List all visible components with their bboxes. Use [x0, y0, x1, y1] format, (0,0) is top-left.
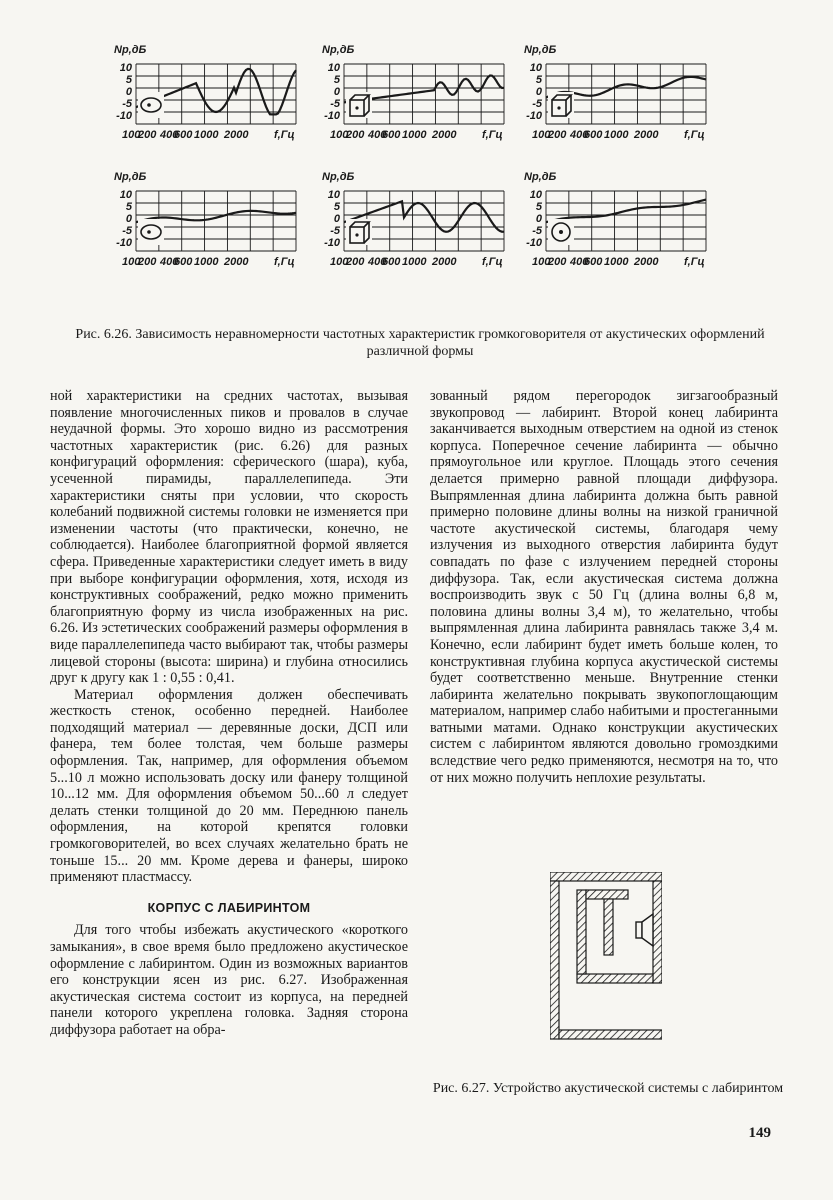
figure-6-26-caption: Рис. 6.26. Зависимость неравномерности частотных характеристик громкоговорителя от акустических оформлений различной формы [75, 327, 765, 359]
x-tick-label: 400 [570, 256, 589, 268]
y-tick-label: -10 [526, 110, 542, 122]
labyrinth-wall [550, 881, 559, 1039]
y-tick-label: 10 [119, 189, 132, 201]
x-tick-label: 600 [174, 129, 193, 141]
y-tick-label: -10 [324, 110, 340, 122]
labyrinth-wall [604, 899, 613, 955]
y-axis-label: Np,дБ [524, 171, 557, 183]
x-tick-label: 2000 [224, 129, 249, 141]
labyrinth-wall [559, 1030, 662, 1039]
y-tick-label: 0 [333, 213, 340, 225]
x-tick-label: 2000 [224, 256, 249, 268]
cylinder-icon [138, 219, 164, 245]
y-tick-label: -10 [116, 237, 132, 249]
x-tick-label: 200 [138, 129, 157, 141]
y-tick-label: -5 [122, 225, 132, 237]
y-tick-label: 0 [535, 86, 542, 98]
y-tick-label: -5 [532, 98, 542, 110]
x-tick-label: 2000 [634, 256, 659, 268]
x-tick-label: 100 [122, 256, 141, 268]
y-tick-label: -5 [330, 98, 340, 110]
y-tick-label: 5 [535, 74, 542, 86]
pyramid-icon [548, 92, 574, 118]
x-tick-label: 200 [346, 129, 365, 141]
y-tick-label: 5 [535, 201, 542, 213]
x-tick-label: 1000 [194, 129, 219, 141]
y-tick-label: 0 [333, 86, 340, 98]
y-tick-label: -10 [116, 110, 132, 122]
x-tick-label: 400 [368, 129, 387, 141]
y-tick-label: 5 [125, 201, 132, 213]
labyrinth-wall [577, 974, 653, 983]
cylinder-icon [138, 92, 164, 118]
x-tick-label: 1000 [402, 256, 427, 268]
labyrinth-wall [653, 881, 662, 983]
x-tick-label: 1000 [194, 256, 219, 268]
x-tick-label: 2000 [432, 256, 457, 268]
x-tick-label: 100 [122, 129, 141, 141]
right-paragraph-1: зованный рядом перегородок зигзагообразный звукопровод — лабиринт. Второй конец лабиринта заканчивается выходным отверстием на одной из стенок корпуса. Поперечное сечение лабиринта — обычно прямоугольное или круглое. Площадь этого сечения делается примерно равной площади диффузора. Выпрямленная длина лабиринта должна быть равной примерно половине длины волны на низкой граничной частоте акустической системы, благодаря чему излучения из выходного отверстия лабиринта будут совпадать по фазе с излучением передней стороны диффузора. Так, если акустическая система должна воспроизводить звук с 50 Гц (длина волны 6,8 м, половина длины волны 3,4 м), то желательно, чтобы выпрямленная длина лабиринта равнялась также 3,4 м. Конечно, если лабиринт будет иметь больше колен, то конструктивная глубина корпуса акустической системы будет соответственно меньше. Внутренние стенки лабиринта желательно покрывать звукопоглощающим материалом, например слабо набитыми и простеганными ватными матами. Однако конструкции акустических систем с лабиринтом являются довольно громоздкими вследствие чего редко применяются, несмотря на то, что от них можно получить неплохие результаты. [430, 388, 778, 786]
y-tick-label: -5 [330, 225, 340, 237]
x-tick-label: 2000 [634, 129, 659, 141]
section-heading: КОРПУС С ЛАБИРИНТОМ [147, 900, 311, 915]
y-tick-label: -5 [532, 225, 542, 237]
x-tick-label: 600 [174, 256, 193, 268]
x-tick-label: 400 [368, 256, 387, 268]
y-tick-label: -10 [526, 237, 542, 249]
frequency-graph [100, 171, 310, 285]
y-tick-label: 10 [529, 189, 542, 201]
x-axis-label: f,Гц [482, 129, 503, 141]
figure-6-27-labyrinth [550, 872, 662, 1050]
y-axis-label: Np,дБ [322, 171, 355, 183]
frequency-graph [510, 44, 720, 158]
labyrinth-wall [550, 872, 662, 881]
x-tick-label: 2000 [432, 129, 457, 141]
frequency-graph [100, 44, 310, 158]
y-tick-label: 5 [333, 74, 340, 86]
figure-6-27-caption: Рис. 6.27. Устройство акустической системы с лабиринтом [432, 1081, 784, 1096]
left-paragraph-3: Для того чтобы избежать акустического «короткого замыкания», в свое время было предложено акустическое оформление с лабиринтом. Один из возможных вариантов его конструкции ясен из рис. 6.27. Изображенная акустическая система состоит из корпуса, на передней панели которого укреплена головка. Задняя сторона диффузора работает на обра- [50, 922, 408, 1038]
y-tick-label: 0 [125, 213, 132, 225]
y-tick-label: 5 [333, 201, 340, 213]
x-tick-label: 100 [330, 256, 349, 268]
x-tick-label: 400 [160, 256, 179, 268]
y-tick-label: 10 [529, 62, 542, 74]
parallelepiped-icon [346, 219, 372, 245]
page-number: 149 [748, 1125, 771, 1141]
y-tick-label: 10 [327, 189, 340, 201]
x-tick-label: 600 [382, 256, 401, 268]
x-axis-label: f,Гц [274, 129, 295, 141]
labyrinth-wall [586, 890, 628, 899]
frequency-graph [510, 171, 720, 285]
left-paragraph-1: ной характеристики на средних частотах, вызывая появление многочисленных пиков и провалов в случае неудачной формы. Это хорошо видно из рассмотрения частотных характеристик (рис. 6.26) для разных конфигураций оформления: сферического (шара), куба, усеченной пирамиды, параллелепипеда. Эти характеристики сняты при условии, что скорость колебаний подвижной системы головки не изменяется при изменении частоты (что практически, конечно, не соблюдается). Наиболее благоприятной формой является сфера. Приведенные характеристики следует иметь в виду при выборе конфигурации оформления, хотя, исходя из конструктивных соображений, редко можно применить благоприятную форму из числа изображенных на рис. 6.26. Из эстетических соображений размеры оформления в виде параллелепипеда часто выбирают так, чтобы размеры лицевой стороны (высота: ширина) и глубина относились друг к другу как 1 : 0,55 : 0,41. [50, 388, 408, 687]
y-tick-label: 0 [125, 86, 132, 98]
x-tick-label: 200 [548, 256, 567, 268]
x-tick-label: 100 [532, 256, 551, 268]
x-axis-label: f,Гц [482, 256, 503, 268]
x-tick-label: 400 [570, 129, 589, 141]
x-axis-label: f,Гц [684, 256, 705, 268]
sphere-icon [548, 219, 574, 245]
y-axis-label: Np,дБ [322, 44, 355, 56]
y-tick-label: -5 [122, 98, 132, 110]
y-tick-label: 10 [119, 62, 132, 74]
right-column [430, 388, 778, 786]
frequency-graph [308, 171, 518, 285]
y-axis-label: Np,дБ [524, 44, 557, 56]
speaker-driver [636, 914, 653, 946]
frequency-graph [308, 44, 518, 158]
x-axis-label: f,Гц [274, 256, 295, 268]
x-tick-label: 100 [330, 129, 349, 141]
left-column [50, 388, 408, 1039]
x-tick-label: 200 [548, 129, 567, 141]
y-axis-label: Np,дБ [114, 171, 147, 183]
y-tick-label: 0 [535, 213, 542, 225]
labyrinth-wall [577, 890, 586, 974]
left-paragraph-2: Материал оформления должен обеспечивать жесткость стенок, особенно передней. Наиболее подходящий материал — деревянные доски, ДСП или фанера, тем более толстая, чем больше размеры оформления. Так, например, для оформления объемом 5...10 л можно использовать доску или фанеру толщиной 10...12 мм. Для оформления объемом 50...60 л следует делать стенки толщиной до 20 мм. Переднюю панель оформления, на которой крепятся головки громкоговорителей, во всех случаях желательно брать не тоньше 15... 20 мм. Кроме дерева и фанеры, широко применяют пластмассу. [50, 686, 408, 886]
x-tick-label: 200 [346, 256, 365, 268]
x-tick-label: 400 [160, 129, 179, 141]
y-tick-label: -10 [324, 237, 340, 249]
x-tick-label: 1000 [604, 129, 629, 141]
x-tick-label: 600 [584, 129, 603, 141]
x-axis-label: f,Гц [684, 129, 705, 141]
x-tick-label: 1000 [604, 256, 629, 268]
x-tick-label: 600 [382, 129, 401, 141]
y-tick-label: 10 [327, 62, 340, 74]
y-tick-label: 5 [125, 74, 132, 86]
y-axis-label: Np,дБ [114, 44, 147, 56]
x-tick-label: 200 [138, 256, 157, 268]
x-tick-label: 1000 [402, 129, 427, 141]
x-tick-label: 100 [532, 129, 551, 141]
x-tick-label: 600 [584, 256, 603, 268]
cube-icon [346, 92, 372, 118]
